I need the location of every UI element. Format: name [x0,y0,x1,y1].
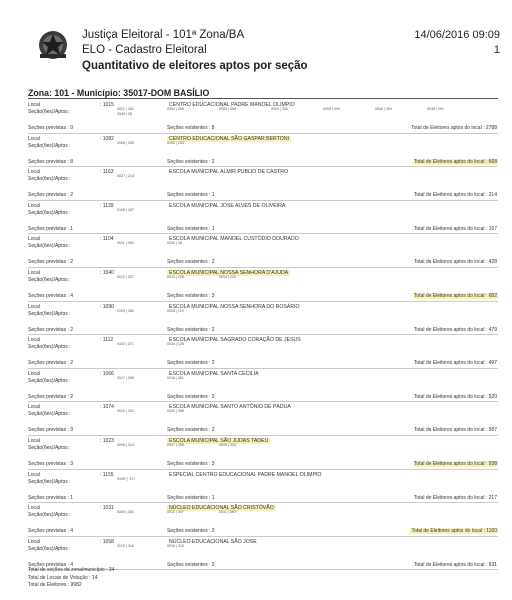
local-label: Local [28,437,40,444]
secao-aptos-chip: 0102 | 371 [117,342,134,347]
secao-aptos-value: 0003 | 398 [219,107,236,111]
secoes-existentes: Seções existentes : 3 [167,292,215,299]
secao-aptos-list [117,544,157,549]
local-number: : 1058 [100,538,114,545]
secao-aptos-chip: 0012 | 237 [117,274,134,279]
local-name: ESCOLA MUNICIPAL SAGRADO CORAÇÃO DE JESUS [169,337,301,344]
secao-aptos-list [117,376,157,381]
local-name: CENTRO EDUCACIONAL SÃO GASPAR BERTONI [169,135,290,142]
secoes-previstas: Seções previstas : 8 [28,158,74,165]
secao-aptos-value: 0009 | 315 [219,442,236,447]
total-eleitores-local: Total de Eleitores aptos do local : 167 [413,225,497,232]
total-eleitores-local: Total de Eleitores aptos do local : 428 [413,259,497,266]
total-eleitores-local: Total de Eleitores aptos do local : 520 [413,393,497,400]
total-eleitores-local: Total de Eleitores aptos do local : 631 [413,561,497,568]
secao-aptos-chip: 0010 | 201 [117,409,134,414]
local-number: : 1031 [100,505,114,512]
secao-aptos-chip: 0015 | 316 [117,543,134,548]
local-number: : 1015 [100,102,114,108]
local-label: Local [28,303,40,310]
local-block [28,201,498,235]
total-eleitores-local: Total de Eleitores aptos do local : 668 [413,158,497,165]
secao-aptos-chip: 0006 | 314 [117,442,134,447]
secoes-aptos-label: Seção(ões)/Aptos : [28,276,71,283]
local-label: Local [28,337,40,344]
secoes-aptos-label: Seção(ões)/Aptos : [28,377,71,384]
secao-aptos-list [117,309,157,314]
secoes-previstas: Seções previstas : 1 [28,494,74,501]
local-number: : 1074 [100,404,114,411]
local-name: ESCOLA MUNICIPAL SÃO JUDAS TADEU [169,437,269,444]
secao-aptos-list [117,342,157,347]
secao-aptos-list [117,443,157,448]
secoes-aptos-label: Seção(ões)/Aptos : [28,444,71,451]
local-number: : 1139 [100,202,114,209]
local-number: : 1082 [100,135,114,142]
header-system: ELO - Cadastro Eleitoral [82,44,207,56]
local-name: ESPECIAL CENTRO EDUCACIONAL PADRE MANOEL OLIMPIO [169,471,322,478]
secao-aptos-value: 0013 | 226 [167,274,184,279]
secoes-existentes: Seções existentes : 1 [167,494,215,501]
secoes-existentes: Seções existentes : 1 [167,192,215,199]
local-name: ESCOLA MUNICIPAL MANOEL CUSTÓDIO DOURADO [169,236,299,243]
secoes-existentes: Seções existentes : 1 [167,225,215,232]
secao-aptos-chip: 0100* | 217 [117,476,136,481]
secao-aptos-value: 0005 | 394 [323,107,340,111]
local-label: Local [28,236,40,243]
local-block [28,470,498,504]
secao-aptos-list [117,477,157,482]
secao-aptos-value: 0042 | 38 [167,241,182,246]
local-number: : 1104 [100,236,114,243]
secao-aptos-list [117,275,157,280]
total-eleitores-local: Total de Eleitores aptos do local : 682 [413,292,497,299]
local-number: : 1090 [100,303,114,310]
total-eleitores-local: Total de Eleitores aptos do local : 1160 [411,528,497,535]
secao-aptos-list [117,241,157,246]
local-block [28,167,498,201]
secao-aptos-list [117,107,157,117]
secao-aptos-chip: 0021 | 341 [117,107,134,111]
local-block [28,335,498,369]
page-number: 1 [493,44,500,56]
local-block [28,503,498,537]
secao-aptos-value: 0010 | 397 [167,510,184,515]
secao-aptos-value: 0020 | 286 [167,409,184,414]
divider [28,98,498,99]
secoes-previstas: Seções previstas : 9 [28,125,74,131]
secoes-previstas: Seções previstas : 2 [28,393,74,400]
secoes-aptos-label: Seção(ões)/Aptos : [28,411,71,418]
local-number: : 1155 [100,471,114,478]
secoes-aptos-label: Seção(ões)/Aptos : [28,344,71,351]
local-label: Local [28,169,40,176]
secao-aptos-value: 0034 | 126 [167,342,184,347]
local-number: : 1066 [100,370,114,377]
secoes-previstas: Seções previstas : 4 [28,292,74,299]
secao-aptos-value: 0006 | 394 [375,107,392,111]
secoes-aptos-label: Seção(ões)/Aptos : [28,545,71,552]
secoes-previstas: Seções previstas : 2 [28,326,74,333]
local-label: Local [28,102,40,108]
local-label: Local [28,471,40,478]
local-name: ESCOLA MUNICIPAL NOSSA SENHORA DO ROSÁRIO [169,303,300,310]
summary-total-locais: Total de Locais de Votação : 14 [28,574,98,581]
secao-aptos-value: 0007 | 259 [167,442,184,447]
secoes-existentes: Seções existentes : 8 [167,125,215,131]
local-block [28,537,498,571]
total-eleitores-local: Total de Eleitores aptos do local : 217 [413,494,497,501]
total-eleitores-local: Total de Eleitores aptos do local : 2788 [411,125,497,131]
secoes-previstas: Seções previstas : 2 [28,192,74,199]
local-block [28,100,498,134]
secoes-existentes: Seções existentes : 2 [167,393,215,400]
secoes-previstas: Seções previstas : 2 [28,259,74,266]
local-number: : 1163 [100,169,114,176]
local-label: Local [28,135,40,142]
zona-title: Zona: 101 - Município: 35017-DOM BASÍLIO [28,88,210,98]
secoes-aptos-label: Seção(ões)/Aptos : [28,310,71,317]
secoes-previstas: Seções previstas : 4 [28,528,74,535]
secao-aptos-chip: 0109 | 360 [117,308,134,313]
total-eleitores-local: Total de Eleitores aptos do local : 587 [413,427,497,434]
local-name: ESCOLA MUNICIPAL JOSE ALVES DE OLIVEIRA [169,202,286,209]
summary [28,567,114,590]
secoes-previstas: Seções previstas : 4 [28,561,74,568]
local-block [28,268,498,302]
total-eleitores-local: Total de Eleitores aptos do local : 497 [413,360,497,367]
local-block [28,402,498,436]
secoes-existentes: Seções existentes : 2 [167,259,215,266]
secao-aptos-list [117,141,157,146]
brasao-emblem-icon [36,28,70,62]
local-number: : 1040 [100,269,114,276]
secoes-aptos-label: Seção(ões)/Aptos : [28,243,71,250]
local-block [28,234,498,268]
secao-aptos-chip: 0040 | 28 [117,112,132,116]
local-list [28,100,498,570]
report-header [30,26,500,76]
secoes-existentes: Seções existentes : 2 [167,427,215,434]
local-name: ESCOLA MUNICIPAL NOSSA SENHORA D'AJUDA [169,269,289,276]
local-name: ESCOLA MUNICIPAL SANTO ANTÔNIO DE PÁDUA [169,404,291,411]
secao-aptos-value: 0018 | 261 [167,375,184,380]
secao-aptos-value: 0038 | 291 [427,107,444,111]
report-title: Quantitativo de eleitores aptos por seção [82,60,308,72]
secoes-existentes: Seções existentes : 2 [167,326,215,333]
secao-aptos-chip: 0106 | 167 [117,207,134,212]
secao-aptos-list [117,208,157,213]
secoes-aptos-label: Seção(ões)/Aptos : [28,512,71,519]
local-number: : 1112 [100,337,114,344]
local-number: : 1023 [100,437,114,444]
local-name: CENTRO EDUCACIONAL PADRE MANOEL OLIMPIO [169,102,295,108]
local-label: Local [28,404,40,411]
secoes-aptos-label: Seção(ões)/Aptos : [28,478,71,485]
secoes-previstas: Seções previstas : 2 [28,360,74,367]
local-block [28,134,498,168]
total-eleitores-local: Total de Eleitores aptos do local : 214 [413,192,497,199]
secao-aptos-chip: 0027 | 214 [117,174,134,179]
secoes-existentes: Seções existentes : 2 [167,158,215,165]
secao-aptos-list [117,510,157,515]
secoes-existentes: Seções existentes : 2 [167,561,215,568]
secao-aptos-value: 0035 | 119 [167,308,184,313]
secoes-previstas: Seções previstas : 3 [28,427,74,434]
secoes-previstas: Seções previstas : 3 [28,460,74,467]
secao-aptos-list [117,174,157,179]
local-name: NÚCLEO EDUCACIONAL SÃO CRISTÓVÃO [169,505,274,512]
summary-total-secoes: Total de seções da zona/município : 34 [28,567,115,573]
secoes-existentes: Seções existentes : 3 [167,460,215,467]
local-label: Local [28,505,40,512]
header-institution: Justiça Eleitoral - 101ª Zona/BA [82,29,245,41]
secao-aptos-value: 0092 | 153 [167,140,184,145]
summary-total-eleitores: Total de Eleitores : 9982 [28,582,82,589]
secao-aptos-value: 0014 | 229 [219,274,236,279]
local-block [28,302,498,336]
secao-aptos-chip: 0009 | 303 [117,510,134,515]
secoes-aptos-label: Seção(ões)/Aptos : [28,142,71,149]
secao-aptos-chip: 0017 | 259 [117,375,134,380]
total-eleitores-local: Total de Eleitores aptos do local : 479 [413,326,497,333]
secoes-aptos-label: Seção(ões)/Aptos : [28,109,71,115]
secoes-existentes: Seções existentes : 2 [167,360,215,367]
local-block [28,436,498,470]
local-block [28,369,498,403]
total-eleitores-local: Total de Eleitores aptos do local : 938 [413,460,497,467]
secoes-previstas: Seções previstas : 1 [28,225,74,232]
secao-aptos-value: 0004 | 332 [271,107,288,111]
secao-aptos-value: 0016 | 315 [167,543,184,548]
secao-aptos-value: 0002 | 395 [167,107,184,111]
secao-aptos-list [117,409,157,414]
secoes-aptos-label: Seção(ões)/Aptos : [28,176,71,183]
secao-aptos-chip: 0008 | 335 [117,140,134,145]
local-label: Local [28,269,40,276]
local-name: ESCOLA MUNICIPAL ALMIR PUBLIO DE CASTRO [169,169,289,176]
header-date: 14/06/2016 09:09 [414,29,500,41]
secao-aptos-value: 0011 | 380 [219,510,236,515]
secoes-existentes: Seções existentes : 3 [167,528,215,535]
local-label: Local [28,202,40,209]
local-name: NÚCLEO EDUCACIONAL SÃO JOSE [169,538,257,545]
secao-aptos-chip: 0011 | 390 [117,241,134,246]
local-label: Local [28,538,40,545]
secoes-aptos-label: Seção(ões)/Aptos : [28,209,71,216]
local-name: ESCOLA MUNICIPAL SANTA CECILIA [169,370,259,377]
local-label: Local [28,370,40,377]
